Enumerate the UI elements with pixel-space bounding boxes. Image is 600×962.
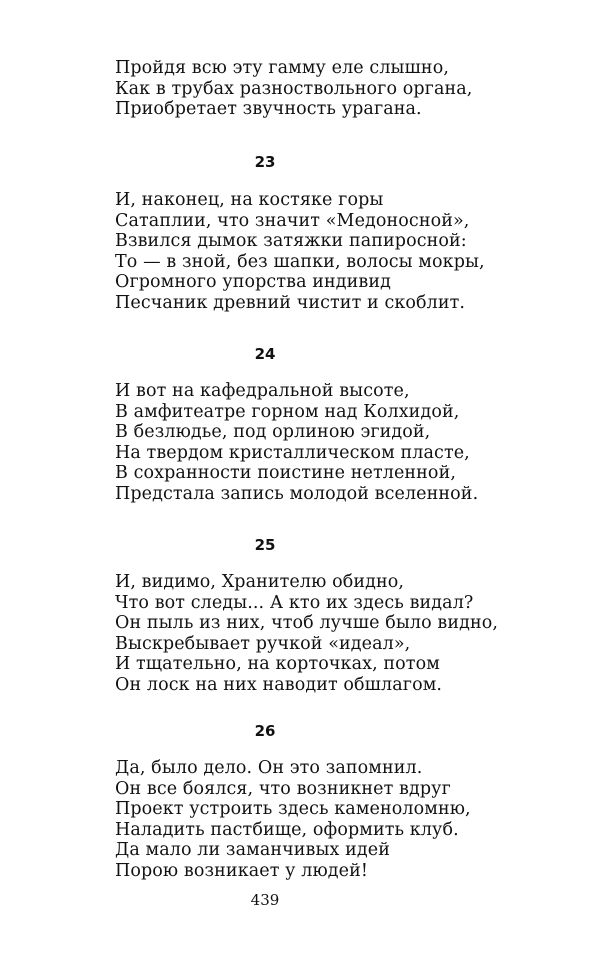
verse-line: Огромного упорства индивид: [115, 272, 392, 292]
stanza-intro: [115, 58, 495, 120]
verse-line: Да мало ли заманчивых идей: [115, 840, 391, 860]
verse-line: В сохранности поистине нетленной,: [115, 463, 456, 483]
section-number: 24: [254, 345, 276, 363]
verse-line: В безлюдье, под орлиною эгидой,: [115, 422, 431, 442]
verse-line: Песчаник древний чистит и скоблит.: [115, 292, 466, 313]
verse-line: Сатаплии, что значит «Медоносной»,: [115, 210, 470, 231]
stanza-25: [115, 572, 499, 695]
verse-line: И тщательно, на корточках, потом: [115, 654, 440, 674]
verse-line: То — в зной, без шапки, волосы мокры,: [115, 251, 485, 272]
verse-line: Выскребывает ручкой «идеал»,: [115, 633, 411, 654]
verse-line: И, наконец, на костяке горы: [115, 190, 384, 210]
verse-line: Наладить пастбище, оформить клуб.: [115, 819, 459, 840]
stanza-26: [115, 758, 495, 881]
verse-line: Он пыль из них, чтоб лучше было видно,: [115, 613, 499, 633]
verse-line: Как в трубах разноствольного органа,: [115, 78, 473, 99]
section-number: 23: [254, 153, 276, 171]
stanza-23: [115, 190, 495, 313]
verse-line: Приобретает звучность урагана.: [115, 99, 422, 119]
verse-line: Проект устроить здесь каменоломню,: [115, 799, 471, 819]
section-number: 26: [254, 722, 276, 740]
verse-line: Пройдя всю эту гамму еле слышно,: [115, 58, 449, 78]
page-number: 439: [250, 891, 280, 909]
verse-line: Что вот следы... А кто их здесь видал?: [115, 592, 474, 613]
stanza-24: [115, 381, 495, 504]
verse-line: Он все боялся, что возникнет вдруг: [115, 778, 451, 799]
verse-line: Да, было дело. Он это запомнил.: [115, 758, 423, 778]
section-number: 25: [254, 536, 276, 554]
verse-line: Взвился дымок затяжки папиросной:: [115, 231, 467, 251]
verse-line: И вот на кафедральной высоте,: [115, 381, 410, 401]
verse-line: Порою возникает у людей!: [115, 860, 369, 881]
verse-line: На твердом кристаллическом пласте,: [115, 442, 470, 463]
verse-line: В амфитеатре горном над Колхидой,: [115, 401, 460, 422]
verse-line: Он лоск на них наводит обшлагом.: [115, 674, 443, 695]
verse-line: Предстала запись молодой вселенной.: [115, 483, 479, 504]
verse-line: И, видимо, Хранителю обидно,: [115, 572, 405, 592]
